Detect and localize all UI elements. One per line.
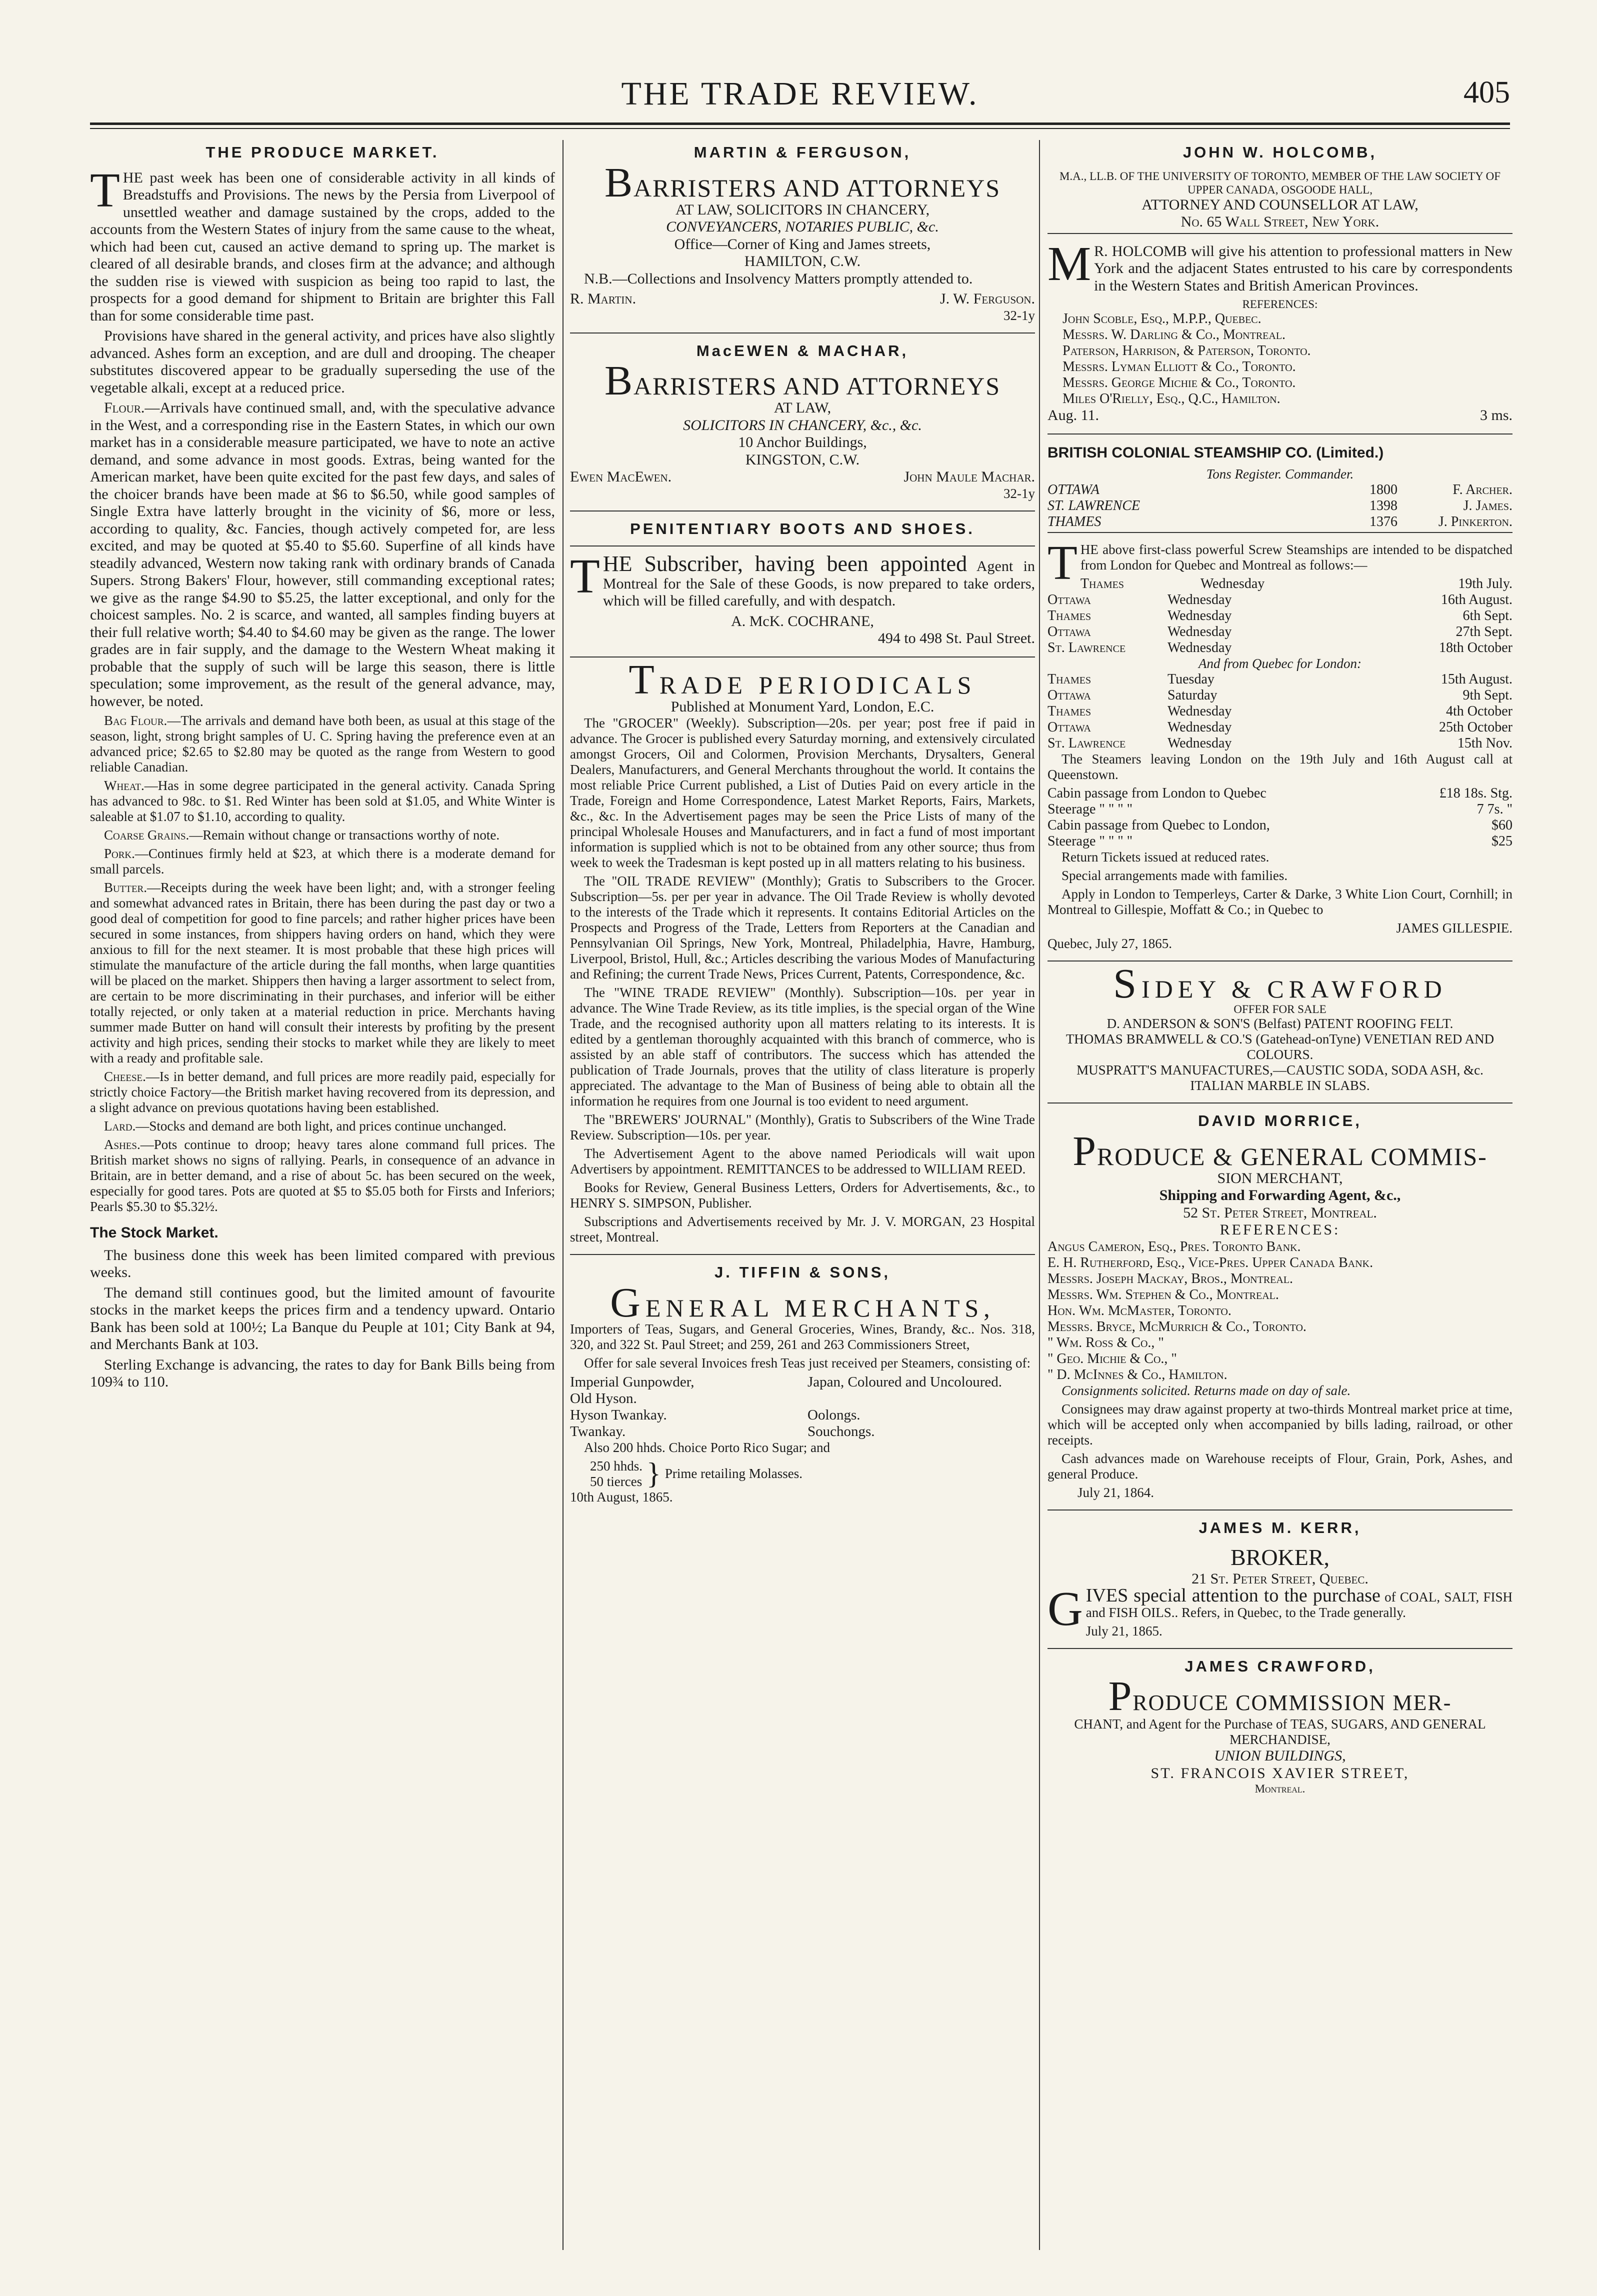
mm-line-4: KINGSTON, C.W. — [745, 451, 860, 468]
morrice-references-label: REFERENCES: — [1220, 1222, 1340, 1238]
bag-flour-text: —The arrivals and demand have both been, as usual at this stage of the season, light, strong bright samples of U. C. Spring having the preference even at an advanced price; $2.65 to $2.80 may be quoted as the range from Western to good reliable Canadian. — [90, 713, 555, 774]
sail-day: Wednesday — [1168, 608, 1232, 624]
drop-cap: T — [1048, 536, 1078, 590]
divider — [570, 510, 1035, 512]
holcomb-code: 3 ms. — [1480, 407, 1512, 424]
table-row — [1048, 704, 1512, 720]
morrice-name: DAVID MORRICE, — [1198, 1112, 1362, 1130]
holcomb-footer — [1048, 407, 1512, 424]
table-row — [1080, 576, 1512, 592]
list-item: Hyson Twankay. — [570, 1406, 667, 1423]
holcomb-line-3: No. 65 Wall Street, New York. — [1180, 214, 1380, 230]
wine-review-paragraph: The "WINE TRADE REVIEW" (Monthly). Subscription—10s. per year in advance. The Wine Trade Review, as its title implies, is the special organ of the Wine Trade, and the recognised authority upon all matters relating to its interests. It is edited by a gentleman thoroughly acquainted with this branch of commerce, who is assisted by an able staff of contributors. The success which has attended the publication of Trade Journals, proves that the utility of class literature is properly appreciated. The advantage to the Man of Business of being able to obtain all the information he requires from one Journal is too evident to need argument. — [570, 985, 1035, 1108]
from-quebec-label: And from Quebec for London: — [1198, 656, 1362, 671]
sail-day: Tuesday — [1168, 672, 1214, 687]
table-row — [1048, 608, 1512, 624]
penitentiary-body: Agent in Montreal for the Sale of these Goods, is now prepared to take orders, which will be filled carefully, and with despatch. — [602, 558, 1035, 609]
wheat-label: Wheat. — [104, 778, 144, 793]
crawford-paragraph: CHANT, and Agent for the Purchase of TEAS, SUGARS, AND GENERAL MERCHANDISE, — [1074, 1716, 1486, 1747]
mf-code: 32-1y — [1004, 308, 1035, 323]
holcomb-line-2: ATTORNEY AND COUNSELLOR AT LAW, — [1142, 196, 1418, 213]
ashes-label: Ashes. — [104, 1137, 140, 1152]
mf-sig-right: J. W. Ferguson. — [940, 290, 1035, 307]
list-item: Messrs. Wm. Stephen & Co., Montreal. — [1048, 1286, 1279, 1302]
holcomb-references-label: REFERENCES: — [1242, 298, 1318, 310]
morrice-line-3: 52 St. Peter Street, Montreal. — [1183, 1204, 1377, 1221]
morrice-line-2: Shipping and Forwarding Agent, &c., — [1159, 1187, 1401, 1204]
penitentiary-signature: A. McK. COCHRANE, — [731, 612, 874, 630]
ship-commander: F. Archer. — [1452, 482, 1512, 498]
penitentiary-address: 494 to 498 St. Paul Street. — [878, 630, 1035, 646]
steamship-heading: BRITISH COLONIAL STEAMSHIP CO. (Limited.) — [1048, 444, 1384, 461]
ship-register — [1048, 482, 1512, 530]
sail-day: Wednesday — [1168, 624, 1232, 640]
mm-sig-left: Ewen MacEwen. — [570, 468, 672, 485]
martin-ferguson-title-text: ARRISTERS AND ATTORNEYS — [633, 174, 1001, 202]
bag-flour-paragraph — [90, 713, 555, 775]
produce-intro-text: HE past week has been one of considerable activity in all kinds of Breadstuffs and Provisions. The news by the Persia from Liverpool of unsettled weather and damage sustained by the crops, added to the accounts from the Western States of injury from the same cause to the wheat, which had been cut, caused an active demand to spring up. The market is cleared of all desirable brands, and closes firm at the advance; and although the sudden rise is viewed with suspicion as being too rapid to last, the prospects for a good demand for shipment to Britain are brighter this Fall than for some considerable time past. — [90, 169, 555, 324]
molasses-hhds: 250 hhds. — [590, 1458, 643, 1474]
fare-label: Steerage " " " " — [1048, 802, 1133, 817]
sc-line-2: THOMAS BRAMWELL & CO.'S (Gatehead-onTyne) VENETIAN RED AND COLOURS. — [1066, 1032, 1494, 1062]
sail-date: 16th August. — [1440, 592, 1512, 608]
tiffin-title — [570, 1279, 1035, 1326]
fare-label: Steerage " " " " — [1048, 834, 1133, 849]
molasses-line — [570, 1458, 1035, 1490]
tiffin-paragraph-2: Offer for sale several Invoices fresh Teas just received per Steamers, consisting of: — [584, 1355, 1031, 1370]
crawford-title — [1048, 1673, 1512, 1720]
drop-cap: B — [604, 358, 634, 404]
mm-line-2: SOLICITORS IN CHANCERY, &c., &c. — [683, 416, 922, 434]
drop-cap: P — [1108, 1673, 1133, 1720]
mm-signatures — [570, 468, 1035, 486]
holcomb-date: Aug. 11. — [1048, 407, 1100, 424]
butter-paragraph — [90, 880, 555, 1066]
morrice-paragraph-3: Cash advances made on Warehouse receipts of Flour, Grain, Pork, Ashes, and general Produce. — [1048, 1450, 1512, 1482]
mf-sig-left: R. Martin. — [570, 290, 636, 307]
list-item: " Wm. Ross & Co., " — [1048, 1334, 1164, 1350]
mf-line-1: AT LAW, SOLICITORS IN CHANCERY, — [675, 201, 930, 218]
london-schedule — [1048, 576, 1512, 656]
sail-date: 15th August. — [1440, 672, 1512, 687]
tiffin-title-text: ENERAL MERCHANTS, — [645, 1294, 995, 1322]
sail-day: Wednesday — [1168, 720, 1232, 735]
fares-table — [1048, 786, 1512, 850]
brace-icon: } — [646, 1457, 661, 1490]
sail-date: 6th Sept. — [1462, 608, 1512, 624]
ship-name: Ottawa — [1048, 720, 1091, 735]
divider — [1048, 1648, 1512, 1649]
oil-review-paragraph: The "OIL TRADE REVIEW" (Monthly); Gratis to Subscribers to the Grocer. Subscription—5s. per per year in advance. The Oil Trade Review is wholly devoted to the interests of the Trade which it represents. It contains Editorial Articles on the Prospects and Progress of the Trade, Letters from Reporters at the Canadian and Pennsylvanian Oil Springs, New York, Montreal, Philadelphia, Havre, Hamburg, Liverpool, Bristol, Hull, &c.; Articles describing the various Modes of Manufacturing and Refining; the current Trade News, Prices Current, Patents, Correspondence, &c. — [570, 874, 1035, 982]
fare-value: 7 7s. " — [1476, 802, 1512, 817]
list-item: Messrs. Joseph Mackay, Bros., Montreal. — [1048, 1270, 1294, 1286]
divider — [1048, 233, 1512, 234]
list-item — [808, 1390, 1035, 1407]
trade-periodicals-sub: Published at Monument Yard, London, E.C. — [670, 698, 934, 715]
penitentiary-heading: PENITENTIARY BOOTS AND SHOES. — [630, 520, 975, 538]
flour-label: Flour. — [104, 400, 145, 416]
drop-cap: T — [628, 656, 660, 703]
fare-value: £18 18s. Stg. — [1439, 786, 1512, 801]
queenstown-paragraph: The Steamers leaving London on the 19th July and 16th August call at Queenstown. — [1048, 752, 1512, 782]
kerr-name: JAMES M. KERR, — [1198, 1518, 1362, 1536]
trade-periodicals-title-text: RADE PERIODICALS — [659, 670, 976, 699]
molasses-qty — [590, 1458, 642, 1490]
lard-label: Lard. — [104, 1118, 136, 1134]
header-rule — [90, 122, 1510, 125]
ship-name: Thames — [1048, 672, 1092, 687]
mm-line-1: AT LAW, — [774, 400, 832, 416]
table-row — [1048, 592, 1512, 608]
list-item: Paterson, Harrison, & Paterson, Toronto. — [1062, 343, 1311, 358]
holcomb-paragraph-text: R. HOLCOMB will give his attention to professional matters in New York and the adjacent States entrusted to his care by correspondents in the Western States and British American Provinces. — [1094, 242, 1512, 294]
mf-signatures — [570, 290, 1035, 308]
bag-flour-label: Bag Flour. — [104, 713, 168, 728]
drop-cap: B — [604, 159, 634, 206]
lard-text: —Stocks and demand are both light, and prices continue unchanged. — [136, 1118, 506, 1134]
ship-commander: J. Pinkerton. — [1438, 514, 1512, 530]
ship-name: Ottawa — [1048, 624, 1091, 640]
drop-cap: P — [1072, 1128, 1097, 1174]
fare-value: $60 — [1492, 818, 1512, 833]
mm-code: 32-1y — [1004, 486, 1035, 501]
table-row — [1048, 672, 1512, 688]
kerr-lead: IVES special attention to the purchase — [1086, 1584, 1380, 1606]
gillespie-signature: JAMES GILLESPIE. — [1396, 920, 1512, 936]
ship-commander: J. James. — [1463, 498, 1512, 514]
provisions-paragraph: Provisions have shared in the general activity, and prices have also slightly advanced. Ashes form an exception, and are dull and drooping. The cheaper substitutes discovered appear to be gradually superseding the use of the vegetable alkali, except at a reduced price. — [90, 328, 555, 396]
sail-date: 27th Sept. — [1456, 624, 1512, 640]
return-tickets: Return Tickets issued at reduced rates. — [1062, 850, 1270, 864]
crawford-title-text: RODUCE COMMISSION MER- — [1132, 1690, 1452, 1715]
subscriptions-paragraph: Subscriptions and Advertisements received by Mr. J. V. MORGAN, 23 Hospital street, Montreal. — [570, 1214, 1035, 1244]
sail-day: Wednesday — [1200, 576, 1265, 592]
crawford-line-2: ST. FRANCOIS XAVIER STREET, — [1150, 1764, 1410, 1782]
table-row — [1048, 688, 1512, 704]
pork-paragraph — [90, 846, 555, 877]
sidey-crawford-title-text: IDEY & CRAWFORD — [1141, 975, 1447, 1003]
holcomb-references — [1048, 311, 1512, 407]
table-row — [1048, 802, 1512, 818]
macewen-machar-name: MacEWEN & MACHAR, — [696, 342, 909, 360]
stock-market-heading: The Stock Market. — [90, 1224, 218, 1241]
stock-paragraph-3: Sterling Exchange is advancing, the rates to day for Bank Bills being from 109¾ to 110. — [90, 1356, 555, 1390]
tiffin-date: 10th August, 1865. — [570, 1489, 673, 1504]
fare-label: Cabin passage from Quebec to London, — [1048, 818, 1270, 833]
holcomb-name: JOHN W. HOLCOMB, — [1182, 144, 1378, 161]
kerr-body: of COAL, SALT, FISH and FISH OILS.. Refers, in Quebec, to the Trade generally. — [1086, 1589, 1512, 1620]
mm-line-3: 10 Anchor Buildings, — [738, 434, 867, 450]
table-row — [1048, 514, 1512, 530]
table-row — [1048, 818, 1512, 834]
mf-line-2: CONVEYANCERS, NOTARIES PUBLIC, &c. — [666, 218, 939, 235]
table-row — [1048, 640, 1512, 656]
list-item: Imperial Gunpowder, — [570, 1374, 694, 1390]
drop-cap: T — [570, 550, 600, 604]
lard-paragraph — [90, 1118, 555, 1134]
coarse-grains-text: —Remain without change or transactions worthy of note. — [189, 828, 500, 842]
morrice-paragraph-1: Consignments solicited. Returns made on day of sale. — [1062, 1382, 1351, 1398]
quebec-schedule — [1048, 672, 1512, 752]
ship-name: Thames — [1048, 704, 1092, 719]
molasses-desc: Prime retailing Molasses. — [664, 1466, 803, 1481]
ship-name: Ottawa — [1048, 592, 1091, 608]
holcomb-paragraph — [1048, 236, 1512, 295]
list-item: Messrs. Bryce, McMurrich & Co., Toronto. — [1048, 1318, 1306, 1334]
list-item: E. H. Rutherford, Esq., Vice-Pres. Upper Canada Bank. — [1048, 1254, 1374, 1270]
wheat-text: —Has in some degree participated in the general activity. Canada Spring has advanced to 98c. to $1. Red Winter has been sold at $1.05, and White Winter is saleable at $1.07 to $1.10, according to quality. — [90, 778, 555, 824]
table-row — [1048, 720, 1512, 736]
coarse-grains-label: Coarse Grains. — [104, 828, 190, 842]
flour-text: —Arrivals have continued small, and, with the speculative advance in the West, and a corresponding rise in the Eastern States, in which our own market has in a considerable measure participated, we have to note an active demand, and some advance in most goods. Extras, being wanted for the American market, have been quite excited for the past few days, and sales of the choicer brands have been made at $6 to $6.50, while good samples of Single Extra have latterly brought in the vicinity of $6, more or less, according to quality, &c. Fancies, though actively competed for, are less excited, and may be quoted at $5.40 to $5.60. Superfine of all kinds have steadily advanced, Western now taking rank with ordinary brands of Canada Supers. Strong Bakers' Flour, however, still commanding exceptional rates; we give as the range $4.90 to $5.25, the latter exceptional, and only for the choicest samples. No. 2 is scarce, and wanted, all samples finding buyers at their full relative worth; $4.40 to $4.60 may be given as the range. The lower grades are in fair supply, and the damage to the Western Wheat making it probable that the supply of such will be large this season, there is little speculation; some improvement, as the result of the general advance, may, however, be noted. — [90, 400, 555, 710]
macewen-machar-title-text: ARRISTERS AND ATTORNEYS — [633, 372, 1001, 400]
tea-list — [570, 1374, 1035, 1440]
list-item: " Geo. Michie & Co., " — [1048, 1350, 1177, 1366]
steamship-date: Quebec, July 27, 1865. — [1048, 936, 1172, 951]
tiffin-paragraph-1: Importers of Teas, Sugars, and General Groceries, Wines, Brandy, &c.. Nos. 318, 320, and 322 St. Paul Street; and 259, 261 and 263 Commissioners Street, — [570, 1321, 1035, 1352]
list-item: Oolongs. — [808, 1406, 860, 1423]
offer-for-sale: OFFER FOR SALE — [1234, 1003, 1326, 1016]
ship-name: THAMES — [1048, 514, 1102, 530]
special-arrangements: Special arrangements made with families. — [1062, 868, 1288, 883]
penitentiary-text — [570, 550, 1035, 610]
ashes-text: —Pots continue to droop; heavy tares alone command full prices. The British market shows no signs of rallying. Pearls, in consequence of an advance in Britain, are in better demand, and a rise of about 5c. has been secured on the week, especially for good tares. Pots are quoted at $5 to $5.05 both for Firsts and Inferiors; Pearls $5.30 to $5.32½. — [90, 1137, 555, 1214]
list-item: John Scoble, Esq., M.P.P., Quebec. — [1062, 311, 1262, 326]
brewers-journal-paragraph: The "BREWERS' JOURNAL" (Monthly), Gratis to Subscribers of the Wine Trade Review. Subscription—10s. per year. — [570, 1112, 1035, 1142]
crawford-line-1: UNION BUILDINGS, — [1214, 1748, 1346, 1764]
sc-line-3: MUSPRATT'S MANUFACTURES,—CAUSTIC SODA, SODA ASH, &c. — [1076, 1062, 1484, 1078]
butter-text: —Receipts during the week have been light; and, with a stronger feeling and somewhat advanced rates in Britain, there has been during the past day or two a good deal of competition for good to fine parcels; and rather higher prices have been secured in some instances, from shippers having orders on hand, which they were anxious to fill for the next steamer. It is most probable that these high prices will stimulate the manufacture of the article during the fall months, when large quantities will be placed on the market. Shippers then having a larger assortment to select from, are certain to be more discriminating in their purchases, and inferior will be either totally rejected, or only taken at a material reduction in price. Merchants having summer made Butter on hand will consult their interests by profiting by the present activity and high prices, sending their stocks to market while they are likely to meet with a ready and profitable sale. — [90, 880, 555, 1066]
grocer-paragraph: The "GROCER" (Weekly). Subscription—20s. per year; post free if paid in advance. The Grocer is published every Saturday morning, and extensively circulated amongst Grocers, Oil and Colormen, Provision Merchants, Drysalters, General Dealers, Manufacturers, and General Merchants throughout the world. It contains the most reliable Price Current published, a List of Duties Paid on every article in the Trade, Foreign and Home Correspondence, Latest Market Reports, Fairs, Markets, &c., &c. In the Advertisement pages may be seen the Price Lists of many of the principal Wholesale Houses and Manufacturers, and in fact a fund of most important information is supplied which is not to be obtained from any other source; thus from week to week the Tradesman is kept posted up in all matters relating to his business. — [570, 716, 1035, 870]
drop-cap: S — [1113, 960, 1142, 1007]
wheat-paragraph — [90, 778, 555, 824]
drop-cap: G — [1048, 1582, 1083, 1636]
table-row — [1048, 834, 1512, 850]
table-row — [1048, 498, 1512, 514]
table-row — [1048, 786, 1512, 802]
coarse-grains-paragraph — [90, 828, 555, 843]
cheese-label: Cheese. — [104, 1069, 146, 1084]
divider — [570, 1254, 1035, 1255]
table-row — [1048, 736, 1512, 752]
morrice-date: July 21, 1864. — [1078, 1484, 1154, 1500]
produce-intro — [90, 163, 555, 325]
kerr-address: 21 St. Peter Street, Quebec. — [1192, 1570, 1368, 1587]
page-header — [90, 75, 1510, 120]
column-3 — [1048, 140, 1512, 2250]
kerr-title: BROKER, — [1230, 1544, 1330, 1570]
molasses-tierces: 50 tierces — [590, 1474, 642, 1489]
list-item: Miles O'Rielly, Esq., Q.C., Hamilton. — [1062, 391, 1280, 406]
martin-ferguson-title — [570, 159, 1035, 206]
sidey-crawford-title — [1048, 960, 1512, 1007]
crawford-name: JAMES CRAWFORD, — [1184, 1657, 1376, 1675]
sail-date: 9th Sept. — [1462, 688, 1512, 703]
ship-name: Ottawa — [1048, 688, 1091, 703]
sail-day: Saturday — [1168, 688, 1218, 703]
sail-day: Wednesday — [1168, 704, 1232, 719]
column-rule-2 — [1039, 140, 1040, 2250]
cheese-text: —Is in better demand, and full prices are more readily paid, especially for strictly choice Factory—the British market having recovered from its depression, and a slight advance on previous quotations having been established. — [90, 1069, 555, 1115]
masthead-title: THE TRADE REVIEW. — [621, 76, 979, 112]
list-item: Messrs. Lyman Elliott & Co., Toronto. — [1062, 359, 1296, 374]
stock-paragraph-1: The business done this week has been limited compared with previous weeks. — [90, 1246, 555, 1280]
header-rule-thin — [90, 128, 1510, 129]
morrice-references — [1048, 1239, 1512, 1383]
mf-line-4: HAMILTON, C.W. — [744, 253, 861, 270]
ship-name: St. Lawrence — [1048, 736, 1126, 751]
stock-paragraph-2: The demand still continues good, but the limited amount of favourite stocks in the market keeps the prices firm and a tendency upward. Ontario Bank has been sold at 100½; La Banque du Peuple at 101; City Bank at 94, and Merchants Bank at 103. — [90, 1284, 555, 1352]
sail-date: 18th October — [1439, 640, 1512, 656]
list-item: Hon. Wm. McMaster, Toronto. — [1048, 1302, 1232, 1318]
divider — [570, 332, 1035, 334]
ship-name: Thames — [1080, 576, 1124, 592]
agent-paragraph: The Advertisement Agent to the above named Periodicals will wait upon Advertisers by appointment. REMITTANCES to be addressed to WILLIAM REED. — [570, 1146, 1035, 1176]
column-2 — [570, 140, 1035, 2250]
tiffin-name: J. TIFFIN & SONS, — [714, 1264, 890, 1281]
morrice-title — [1048, 1128, 1512, 1174]
fare-value: $25 — [1492, 834, 1512, 849]
pork-label: Pork. — [104, 846, 135, 861]
list-item: Messrs. W. Darling & Co., Montreal. — [1062, 327, 1286, 342]
sc-line-4: ITALIAN MARBLE IN SLABS. — [1190, 1078, 1370, 1093]
list-item: Angus Cameron, Esq., Pres. Toronto Bank. — [1048, 1238, 1301, 1254]
cheese-paragraph — [90, 1069, 555, 1116]
list-item: Japan, Coloured and Uncoloured. — [808, 1374, 1002, 1390]
ship-name: ST. LAWRENCE — [1048, 498, 1140, 514]
butter-label: Butter. — [104, 880, 147, 895]
produce-market-heading: THE PRODUCE MARKET. — [206, 144, 440, 161]
ashes-paragraph — [90, 1137, 555, 1214]
page-number: 405 — [1464, 76, 1510, 110]
ship-name: Thames — [1048, 608, 1092, 624]
tiffin-paragraph-3: Also 200 hhds. Choice Porto Rico Sugar; and — [584, 1440, 830, 1455]
mm-sig-right: John Maule Machar. — [904, 468, 1035, 485]
sail-date: 19th July. — [1458, 576, 1512, 592]
morrice-title-text: RODUCE & GENERAL COMMIS- — [1096, 1142, 1488, 1170]
sail-date: 4th October — [1446, 704, 1512, 719]
sail-date: 25th October — [1439, 720, 1512, 735]
kerr-date: July 21, 1865. — [1086, 1623, 1162, 1638]
steamship-paragraph-text: HE above first-class powerful Screw Steamships are intended to be dispatched from London for Quebec and Montreal as follows:— — [1080, 542, 1512, 572]
macewen-machar-title — [570, 358, 1035, 404]
mf-line-5: N.B.—Collections and Insolvency Matters promptly attended to. — [584, 270, 973, 287]
books-paragraph: Books for Review, General Business Letters, Orders for Advertisements, &c., to HENRY S. SIMPSON, Publisher. — [570, 1180, 1035, 1210]
apply-paragraph: Apply in London to Temperleys, Carter & Darke, 3 White Lion Court, Cornhill; in Montreal to Gillespie, Moffatt & Co.; in Quebec to — [1048, 886, 1512, 917]
morrice-line-1: SION MERCHANT, — [1217, 1170, 1343, 1186]
ship-tons: 1398 — [1370, 498, 1398, 514]
trade-periodicals-title — [570, 656, 1035, 703]
sail-day: Wednesday — [1168, 592, 1232, 608]
table-row — [1048, 624, 1512, 640]
penitentiary-lead: HE Subscriber, having been appointed — [602, 552, 968, 576]
divider — [1048, 1102, 1512, 1104]
list-item: Twankay. — [570, 1423, 626, 1440]
ship-name: OTTAWA — [1048, 482, 1100, 498]
flour-paragraph — [90, 400, 555, 710]
ship-tons: 1800 — [1370, 482, 1398, 498]
column-rule-1 — [562, 140, 564, 2250]
martin-ferguson-name: MARTIN & FERGUSON, — [694, 144, 912, 161]
sc-line-1: D. ANDERSON & SON'S (Belfast) PATENT ROOFING FELT. — [1106, 1016, 1454, 1031]
column-1 — [90, 140, 555, 2250]
sail-day: Wednesday — [1168, 640, 1232, 656]
list-item: Messrs. George Michie & Co., Toronto. — [1062, 375, 1296, 390]
ship-tons: 1376 — [1370, 514, 1398, 530]
sail-date: 15th Nov. — [1457, 736, 1512, 751]
drop-cap: G — [610, 1279, 646, 1326]
crawford-line-3: Montreal. — [1254, 1782, 1306, 1795]
mf-line-3: Office—Corner of King and James streets, — [674, 236, 931, 252]
list-item: " D. McInnes & Co., Hamilton. — [1048, 1366, 1228, 1382]
drop-cap: T — [90, 163, 120, 218]
list-item: Souchongs. — [808, 1423, 875, 1440]
list-item: Old Hyson. — [570, 1390, 637, 1406]
table-row — [1048, 482, 1512, 498]
sail-day: Wednesday — [1168, 736, 1232, 751]
pork-text: —Continues firmly held at $23, at which there is a moderate demand for small parcels. — [90, 846, 555, 876]
morrice-paragraph-2: Consignees may draw against property at two-thirds Montreal market price at time, which will be accepted only when accompanied by bills lading, railroad, or other receipts. — [1048, 1401, 1512, 1448]
steamship-columns: Tons Register. Commander. — [1206, 466, 1354, 482]
divider — [1048, 532, 1512, 533]
drop-cap: M — [1048, 236, 1092, 291]
fare-label: Cabin passage from London to Quebec — [1048, 786, 1266, 801]
holcomb-line-1: M.A., LL.B. OF THE UNIVERSITY OF TORONTO, MEMBER OF THE LAW SOCIETY OF UPPER CANADA, OSGOODE HALL, — [1059, 170, 1500, 196]
ship-name: St. Lawrence — [1048, 640, 1126, 656]
